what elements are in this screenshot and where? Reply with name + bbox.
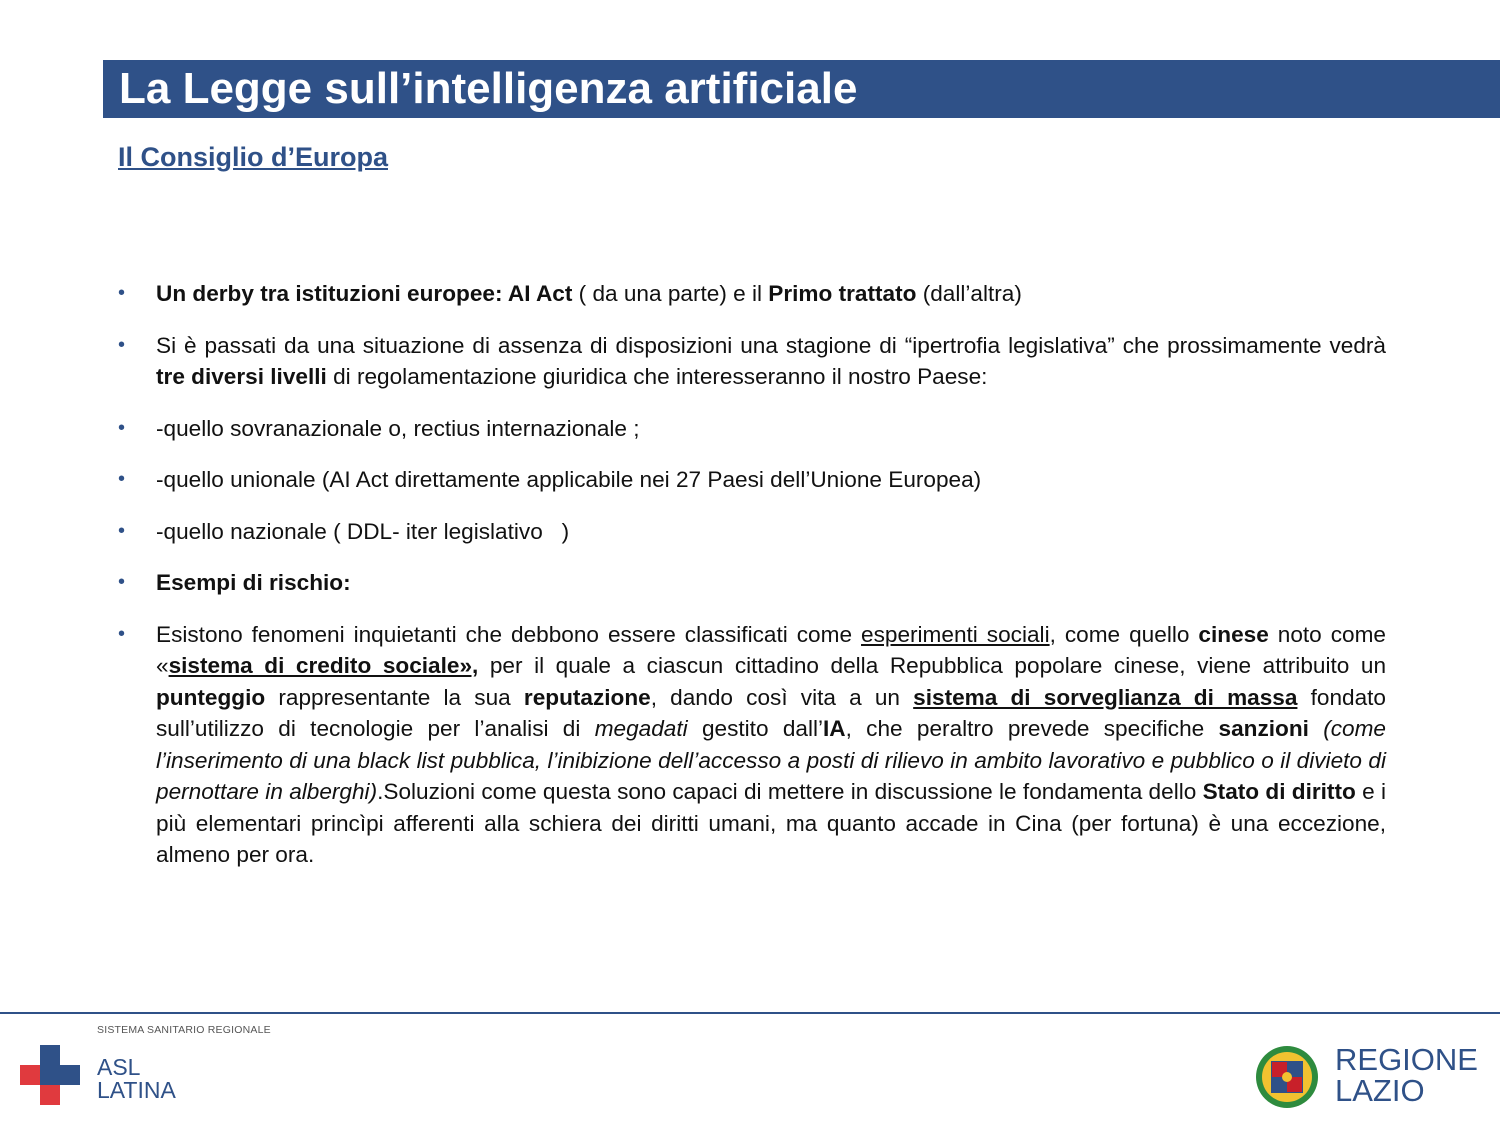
underlined-text: esperimenti sociali <box>861 621 1050 647</box>
bold-text: reputazione <box>523 684 651 710</box>
bullet-item-livelli <box>118 330 1386 393</box>
text: , come quello <box>1049 621 1199 647</box>
text: e i più elementari princìpi afferenti alla schiera dei diritti umani, ma quanto accade in Cina (per fortuna) è una eccezione, almeno per ora. <box>156 779 1386 867</box>
bullet-text: -quello sovranazionale o, rectius internazionale ; <box>156 415 640 441</box>
bullet-bold: Un derby tra istituzioni europee: AI Act <box>156 281 573 306</box>
title-bar <box>103 60 1500 118</box>
asl-line1: ASL <box>97 1054 141 1080</box>
bullet-text: Si è passati da una situazione di assenza di disposizioni una stagione di “ipertrofia legislativa” che prossimamente vedrà <box>156 332 1386 358</box>
text: , dando così vita a un <box>650 684 914 710</box>
bold-text: IA <box>823 716 846 741</box>
bullet-icon: • <box>118 282 126 304</box>
bullet-bold: Primo trattato <box>768 281 917 306</box>
bullet-text: (dall’altra) <box>916 281 1022 306</box>
bullet-icon: • <box>118 622 126 645</box>
bullet-icon: • <box>118 416 126 439</box>
region-line1: REGIONE <box>1335 1042 1478 1077</box>
bullet-bold: tre diversi livelli <box>156 364 327 389</box>
bold-text: punteggio <box>156 684 266 710</box>
bullet-item-credito-sociale <box>118 619 1386 871</box>
bold-text: sanzioni <box>1218 716 1309 741</box>
region-line2: LAZIO <box>1335 1073 1425 1108</box>
bold-text: Stato di diritto <box>1202 779 1356 804</box>
bullet-list <box>118 278 1386 891</box>
bullet-heading: Esempi di rischio: <box>156 570 351 595</box>
bullet-icon: • <box>118 571 126 593</box>
italic-text: (come l’inserimento di una black list pubblica, l’inibizione dell’accesso a posti di rilievo in ambito lavorativo e pubblico o il divieto di pernottare in alberghi) <box>156 716 1386 804</box>
regione-lazio-emblem-icon <box>1254 1044 1320 1110</box>
text: .Soluzioni come questa sono capaci di mettere in discussione le fondamenta dello <box>377 779 1203 804</box>
text: noto come « <box>156 621 1386 678</box>
bullet-item-nazionale <box>118 516 1386 548</box>
slide-subtitle: Il Consiglio d’Europa <box>118 142 388 172</box>
footer-divider <box>0 1012 1500 1014</box>
text: fondato sull’utilizzo di tecnologie per l’analisi di <box>156 684 1386 741</box>
asl-cross-logo-icon <box>20 1045 80 1105</box>
bullet-text: di regolamentazione giuridica che interesseranno il nostro Paese: <box>326 364 988 389</box>
bullet-item-unionale <box>118 464 1386 496</box>
bullet-item-esempi <box>118 567 1386 599</box>
bullet-text: -quello unionale (AI Act direttamente applicabile nei 27 Paesi dell’Unione Europea) <box>156 467 982 492</box>
bullet-icon: • <box>118 519 126 542</box>
asl-logo-text <box>97 1056 176 1102</box>
bullet-icon: • <box>118 333 126 356</box>
bullet-item-derby <box>118 278 1386 310</box>
bullet-text: ( da una parte) e il <box>572 281 769 306</box>
text: per il quale a ciascun cittadino della Repubblica popolare cinese, viene attribuito un <box>478 653 1387 678</box>
slide-title: La Legge sull’intelligenza artificiale <box>119 64 858 113</box>
bullet-text: -quello nazionale ( DDL- iter legislativo ) <box>156 518 570 544</box>
text: rappresentante la sua <box>265 684 524 710</box>
italic-text: megadati <box>594 716 688 741</box>
text: Esistono fenomeni inquietanti che debbono essere classificati come <box>156 621 862 647</box>
text: gestito dall’ <box>687 716 824 741</box>
bold-text: cinese <box>1198 621 1269 647</box>
bullet-item-sovranazionale <box>118 413 1386 445</box>
bold-underlined-text: sistema di sorveglianza di massa <box>913 684 1298 710</box>
footer-system-label: SISTEMA SANITARIO REGIONALE <box>97 1024 271 1036</box>
regione-lazio-text <box>1335 1044 1478 1106</box>
text: , che peraltro prevede specifiche <box>845 716 1219 741</box>
bullet-icon: • <box>118 468 126 490</box>
bold-underlined-text: sistema di credito sociale», <box>168 653 479 678</box>
asl-line2: LATINA <box>97 1077 176 1103</box>
